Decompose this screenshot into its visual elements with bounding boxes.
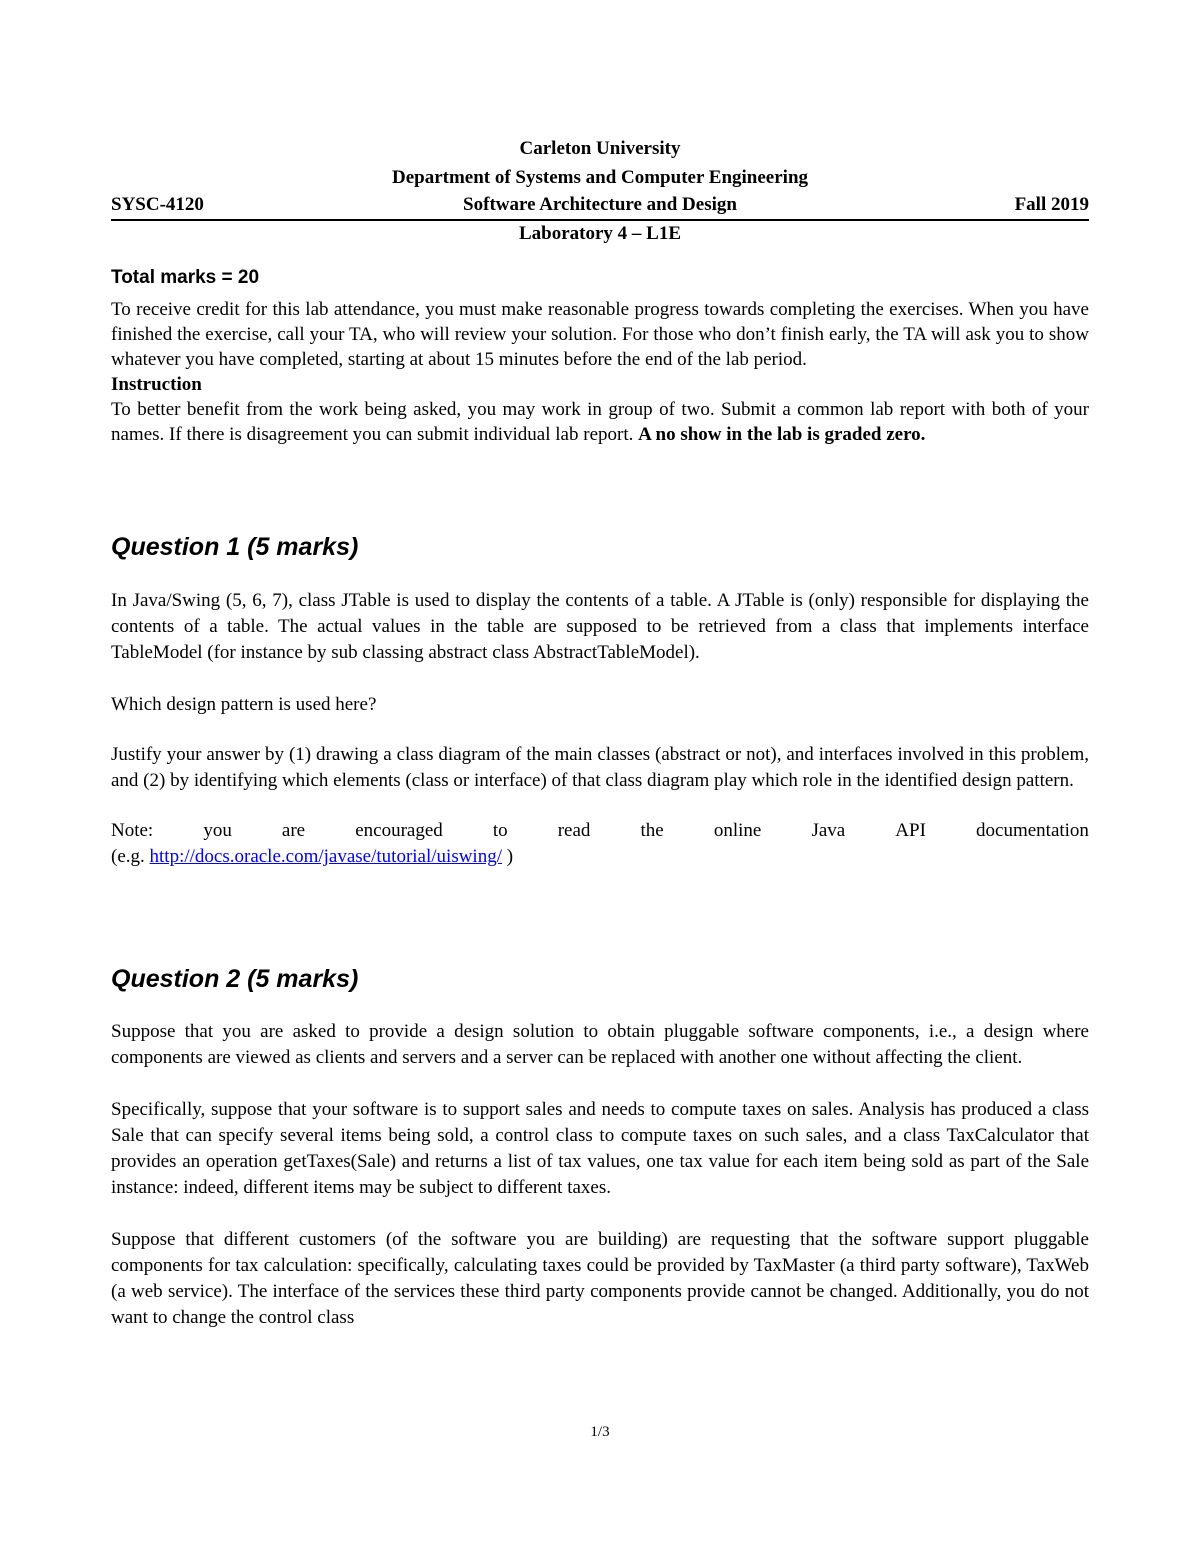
lab-title: Laboratory 4 – L1E (518, 223, 682, 244)
attendance-text: To receive credit for this lab attendance, you must make reasonable progress towards completing the exercises. When you have finished the exercise, call your TA, who will review your solution. For those who don’t finish early, the TA will ask you to show whatever you have completed, starting at about 15 minutes before the end of the lab period. (111, 299, 1089, 370)
attendance-paragraph (111, 297, 1089, 447)
question2-title: Question 2 (5 marks) (111, 965, 359, 993)
question1-title: Question 1 (5 marks) (111, 533, 359, 561)
instruction-text: To better benefit from the work being asked, you may work in group of two. Submit a common lab report with both of your names. If there is disagreement you can submit individual lab report. (111, 399, 1089, 445)
question1-para2: Which design pattern is used here? (111, 694, 377, 715)
department-name: Department of Systems and Computer Engineering (391, 167, 809, 188)
uiswing-tutorial-link[interactable]: http://docs.oracle.com/javase/tutorial/uiswing/ (149, 846, 502, 867)
course-header-row (111, 193, 1089, 217)
note-suffix: ) (502, 846, 514, 867)
note-line (111, 818, 1089, 844)
note-prefix: (e.g. (111, 846, 150, 867)
note-word: you (203, 820, 232, 841)
note-word: read (557, 820, 591, 841)
question1-para1: In Java/Swing (5, 6, 7), class JTable is used to display the contents of a table. A JTable is (only) responsible for displaying the contents of a table. The actual values in the table are supposed to be retrieved from a class that implements interface TableModel (for instance by sub classing abstract class AbstractTableModel). (111, 590, 1089, 663)
note-word: documentation (976, 820, 1089, 841)
note-word: Java (811, 820, 846, 841)
question2-para2: Specifically, suppose that your software is to support sales and needs to compute taxes on sales. Analysis has produced a class Sale that can specify several items being sold, a control class to compute taxes on such sales, and a class TaxCalculator that provides an operation getTaxes(Sale) and returns a list of tax values, one tax value for each item being sold as part of the Sale instance: indeed, different items may be subject to different taxes. (111, 1099, 1089, 1198)
course-title: Software Architecture and Design (463, 194, 737, 215)
question2-para3: Suppose that different customers (of the software you are building) are requesting that the software support pluggable components for tax calculation: specifically, calculating taxes could be provided by TaxMaster (a third party software), TaxWeb (a web service). The interface of the services these third party components provide cannot be changed. Additionally, you do not want to change the control class (111, 1229, 1089, 1328)
note-word: are (281, 820, 306, 841)
header-divider (111, 219, 1089, 221)
note-word: Note: (111, 820, 154, 841)
note-word: API (895, 820, 926, 841)
question1-para3: Justify your answer by (1) drawing a class diagram of the main classes (abstract or not), and interfaces involved in this problem, and (2) by identifying which elements (class or interface) of that class diagram play which role in the identified design pattern. (111, 744, 1089, 791)
course-code: SYSC-4120 (111, 194, 204, 215)
total-marks: Total marks = 20 (111, 267, 260, 288)
question2-para1: Suppose that you are asked to provide a design solution to obtain pluggable software components, i.e., a design where components are viewed as clients and servers and a server can be replaced with another one without affecting the client. (111, 1021, 1089, 1068)
note-word: the (640, 820, 664, 841)
instruction-bold: A no show in the lab is graded zero. (638, 424, 926, 445)
page-number: 1/3 (590, 1424, 610, 1440)
instruction-heading: Instruction (111, 374, 202, 395)
note-word: encouraged (355, 820, 443, 841)
course-term: Fall 2019 (1014, 194, 1089, 215)
note-link-line (111, 844, 1089, 870)
university-name: Carleton University (519, 138, 681, 159)
question2-body (111, 1019, 1089, 1331)
question1-body (111, 588, 1089, 870)
instruction-paragraph (111, 397, 1089, 447)
note-word: online (713, 820, 762, 841)
note-word: to (492, 820, 508, 841)
